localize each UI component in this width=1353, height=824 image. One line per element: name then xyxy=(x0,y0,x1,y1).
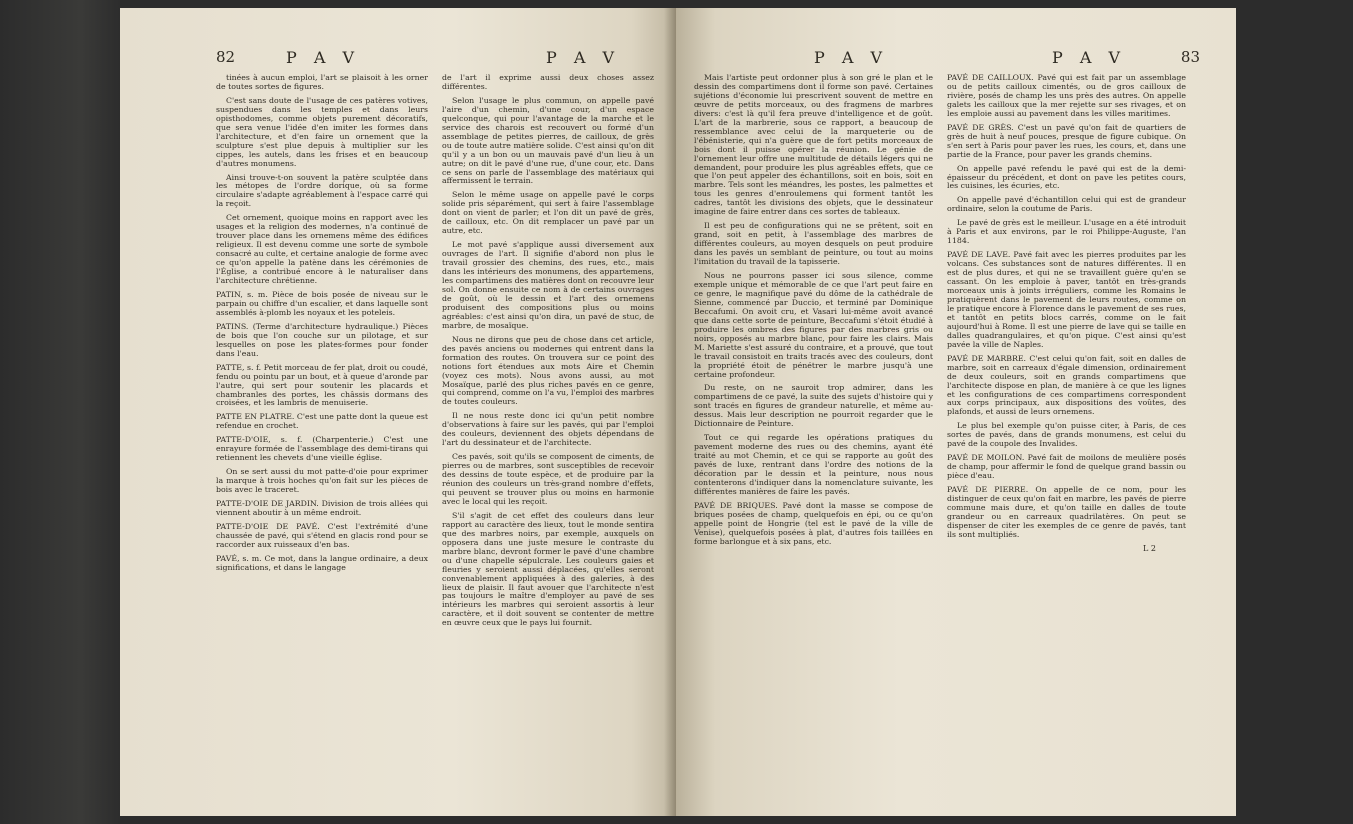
right-running-head: P A V xyxy=(1052,48,1127,67)
right-page xyxy=(676,8,1236,816)
dictionary-entry: PAVÉ DE BRIQUES. Pavé dont la masse se compose de briques posées de champ, quelquefois en épi, ou ce qu'on appelle point de Hongrie (tel est le pavé de la ville de Venise), quelquefois posées à plat, d'autres fois taillées en forme barlongue et à six pans, etc. xyxy=(694,500,933,546)
dictionary-entry: PAVÉ DE PIERRE. On appelle de ce nom, pour les distinguer de ceux qu'on fait en marbre, les pavés de pierre commune mais dure, et qu'on taille en dalles de toute grandeur ou en carreaux quadrilatères. On peut se dispenser de citer les exemples de ce genre de pavés, tant ils sont multipliés. xyxy=(947,485,1186,539)
dictionary-entry: PAVÉ DE MARBRE. C'est celui qu'on fait, soit en dalles de marbre, soit en carreaux d'égale dimension, ordinairement de deux couleurs, soit en grands compartimens que l'architecte dispose en plan, de manière à ce que les lignes et les configurations de ces compartimens correspondent aux corps principaux, aux dispositions des voûtes, des plafonds, et aussi de leurs ornemens. xyxy=(947,353,1186,417)
left-page xyxy=(120,8,676,816)
paragraph: Ainsi trouve-t-on souvent la patère sculptée dans les métopes de l'ordre dorique, où sa forme circulaire s'adapte agréablement à l'espace carré qui la reçoit. xyxy=(216,172,428,209)
paragraph: S'il s'agit de cet effet des couleurs dans leur rapport au caractère des lieux, tout le monde sentira que des marbres noirs, par exemple, auxquels on opposera dans une juste mesure le contraste du marbre blanc, devront former le pavé d'une chambre ou d'une chapelle sépulcrale. Les couleurs gaies et fleuries y seroient aussi déplacées, qu'elles seront convenablement appliquées à des galeries, à des lieux de plaisir. Il faut avouer que l'architecte n'est pas toujours le maître d'employer au pavé de ses intérieurs les marbres qui seroient assortis à leur caractère, et il doit souvent se contenter de mettre en œuvre ceux que le pays lui fournit. xyxy=(442,510,654,628)
signature-mark: L 2 xyxy=(1143,543,1156,553)
dictionary-entry: PATINS. (Terme d'architecture hydraulique.) Pièces de bois que l'on couche sur un pilotage, et sur lesquelles on pose les plates-formes pour fonder dans l'eau. xyxy=(216,321,428,358)
dictionary-entry: PATIN, s. m. Pièce de bois posée de niveau sur le parpain ou chiffre d'un escalier, et dans laquelle sont assemblés à-plomb les noyaux et les poteleis. xyxy=(216,289,428,317)
left-column-2 xyxy=(442,74,654,633)
right-column-1 xyxy=(694,74,933,554)
paragraph: Mais l'artiste peut ordonner plus à son gré le plan et le dessin des compartimens dont il forme son pavé. Certaines sujétions d'économie lui prescrivent souvent de mettre en œuvre de petits morceaux, ou des fragmens de marbres divers: c'est là qu'il fera preuve d'intelligence et de goût. L'art de la marbrerie, sous ce rapport, a beaucoup de ressemblance avec celui de la marqueterie ou de l'ébénisterie, qui n'a guère que de fort petits morceaux de bois dont il puisse opérer la réunion. Le génie de l'ornement leur offre une multitude de détails légers qui ne demandent, pour produire les plus agréables effets, que ce que l'on peut appeler des échantillons, soit en bois, soit en marbre. Tels sont les méandres, les postes, les palmettes et tous les genres d'enroulemens qui forment tantôt les cadres, tantôt les divisions des objets, que le dessinateur imagine de faire entrer dans ces sortes de tableaux. xyxy=(694,73,933,217)
paragraph: Le plus bel exemple qu'on puisse citer, à Paris, de ces sortes de pavés, dans de grands monumens, est celui du pavé de la coupole des Invalides. xyxy=(947,421,1186,449)
dictionary-entry: PAVÉ DE CAILLOUX. Pavé qui est fait par un assemblage ou de petits cailloux cimentés, ou de gros cailloux de rivière, posés de champ les uns près des autres. On appelle galets les cailloux que la mer rejette sur ses rivages, et on les emploie aussi au pavement dans les villes maritimes. xyxy=(947,73,1186,118)
right-page-number: 83 xyxy=(1180,48,1200,66)
dictionary-entry: PAVÉ DE LAVE. Pavé fait avec les pierres produites par les volcans. Ces substances sont de natures différentes. Il en est de plus dures, et qui ne se travaillent guère qu'en se cassant. On les emploie à paver, tantôt en très-grands morceaux unis à joints irréguliers, comme les Romains le pratiquèrent dans le pavement de leurs routes, comme on le pratique encore à Florence dans le pavement de ses rues, et tantôt en petits blocs carrés, comme on le fait aujourd'hui à Rome. Il est une pierre de lave qui se taille en dalles quadrangulaires, et qu'on pique. C'est ainsi qu'est pavée la ville de Naples. xyxy=(947,250,1186,349)
left-running-head-center: P A V xyxy=(546,48,621,67)
paragraph: C'est sans doute de l'usage de ces patères votives, suspendues dans les temples et dans leurs opisthodomes, comme objets purement décoratifs, que sera venue l'idée d'en imiter les formes dans l'architecture, et d'en faire un ornement que la sculpture s'est plue depuis à multiplier sur les cippes, les autels, dans les frises et en beaucoup d'autres monumens. xyxy=(216,95,428,168)
dictionary-entry: PAVÉ DE MOILON. Pavé fait de moilons de meulière posés de champ, pour affermir le fond de quelque grand bassin ou pièce d'eau. xyxy=(947,453,1186,481)
paragraph: Il ne nous reste donc ici qu'un petit nombre d'observations à faire sur les pavés, qui par l'emploi des couleurs, deviennent des objets dépendans de l'art du dessinateur et de l'architecte. xyxy=(442,411,654,448)
right-page-header xyxy=(694,48,1200,70)
paragraph: On appelle pavé d'échantillon celui qui est de grandeur ordinaire, selon la coutume de Paris. xyxy=(947,195,1186,214)
left-columns xyxy=(216,74,658,633)
paragraph: On appelle pavé refendu le pavé qui est de la demi-épaisseur du précédent, et dont on pave les petites cours, les cuisines, les écuries, etc. xyxy=(947,163,1186,191)
paragraph: Nous ne pourrons passer ici sous silence, comme exemple unique et mémorable de ce que l'art peut faire en ce genre, le magnifique pavé du dôme de la cathédrale de Sienne, commencé par Duccio, et terminé par Dominique Beccafumi. On avoit cru, et Vasari lui-même avoit avancé que dans cette sorte de peinture, Beccafumi s'étoit étudié à produire les ombres des figures par des marbres gris ou noirs, opposés au marbre blanc, pour faire les clairs. Mais M. Mariette s'est assuré du contraire, et a prouvé, que tout le travail consistoit en traits tracés avec des couleurs, dont la propriété étoit de pénétrer le marbre jusqu'à une certaine profondeur. xyxy=(694,271,933,379)
right-column-2 xyxy=(947,74,1186,554)
left-page-number: 82 xyxy=(216,48,236,66)
paragraph: Nous ne dirons que peu de chose dans cet article, des pavés anciens ou modernes qui entrent dans la formation des routes. On trouvera sur ce point des notions fort étendues aux mots Aire et Chemin (voyez ces mots). Nous avons aussi, au mot Mosaïque, parlé des plus riches pavés en ce genre, qui comprend, comme on l'a vu, l'emploi des marbres de toutes couleurs. xyxy=(442,334,655,407)
dictionary-entry: PATTE, s. f. Petit morceau de fer plat, droit ou coudé, fendu ou pointu par un bout, et à queue d'aronde par l'autre, qui sert pour soutenir les placards et chambranles des portes, les châssis dormans des croisées, et les lambris de menuiserie. xyxy=(216,362,428,408)
right-columns xyxy=(694,74,1200,554)
dictionary-entry: PAVÉ DE GRÈS. C'est un pavé qu'on fait de quartiers de grès de huit à neuf pouces, presque de figure cubique. On s'en sert à Paris pour paver les rues, les cours, et, dans une partie de la France, pour paver les grands chemins. xyxy=(947,122,1186,159)
dictionary-entry: PATTE-D'OIE, s. f. (Charpenterie.) C'est une enrayure formée de l'assemblage des demi-tirans qui retiennent les chevets d'une vieille église. xyxy=(216,435,428,463)
paragraph: Cet ornement, quoique moins en rapport avec les usages et la religion des modernes, n'a continué de trouver place dans les ornemens même des édifices religieux. Il est devenu comme une sorte de symbole consacré au culte, et certaine analogie de forme avec ce qu'on appelle la patène dans les cérémonies de l'Église, a contribué encore à le naturaliser dans l'architecture chrétienne. xyxy=(216,213,428,286)
left-page-header xyxy=(216,48,658,70)
left-column-1 xyxy=(216,74,428,633)
paragraph: Du reste, on ne sauroit trop admirer, dans les compartimens de ce pavé, la suite des sujets d'histoire qui y sont tracés en figures de grandeur naturelle, et même au-dessus. Mais leur description ne pourroit regarder que le Dictionnaire de Peinture. xyxy=(694,383,933,429)
paragraph: Selon l'usage le plus commun, on appelle pavé l'aire d'un chemin, d'une cour, d'un espace quelconque, qui pour l'avantage de la marche et le service des charois est recouvert ou formé d'un assemblage de petites pierres, de cailloux, de grès ou de toute autre matière solide. C'est ainsi qu'on dit qu'il y a un bon ou un mauvais pavé d'un lieu à un autre; on dit le pavé d'une rue, d'une cour, etc. Dans ce sens on parle de l'assemblage des matériaux qui affermissent le terrain. xyxy=(442,95,654,186)
paragraph: Tout ce qui regarde les opérations pratiques du pavement moderne des rues ou des chemins, ayant été traité au mot Chemin, et ce qui se rapporte au goût des pavés de luxe, rentrant dans l'ordre des notions de la décoration par le dessin et la peinture, nous nous contenterons d'indiquer dans la nomenclature suivante, les différentes manières de faire les pavés. xyxy=(694,433,933,496)
right-running-head-center: P A V xyxy=(814,48,889,67)
paragraph: Le pavé de grès est le meilleur. L'usage en a été introduit à Paris et aux environs, par le roi Philippe-Auguste, l'an 1184. xyxy=(947,218,1186,246)
paragraph: On se sert aussi du mot patte-d'oie pour exprimer la marque à trois hoches qu'on fait sur les pièces de bois avec le traceret. xyxy=(216,467,428,495)
paragraph: de l'art il exprime aussi deux choses assez différentes. xyxy=(442,73,654,91)
dictionary-entry: PATTE-D'OIE DE JARDIN. Division de trois allées qui viennent aboutir à un même endroit. xyxy=(216,499,428,517)
dictionary-entry: PAVÉ, s. m. Ce mot, dans la langue ordinaire, a deux significations, et dans le langage xyxy=(216,553,428,572)
dictionary-entry: PATTE EN PLATRE. C'est une patte dont la queue est refendue en crochet. xyxy=(216,412,428,431)
paragraph: Le mot pavé s'applique aussi diversement aux ouvrages de l'art. Il signifie d'abord non plus le travail grossier des chemins, des rues, etc., mais dans les intérieurs des monumens, des appartemens, les compartimens des matières dont on recouvre leur sol. On donne ensuite ce nom à de certains ouvrages de goût, où le dessin et l'art des ornemens produisent des compositions plus ou moins agréables: c'est ainsi qu'on dira, un pavé de stuc, de marbre, de mosaïque. xyxy=(442,240,654,330)
paragraph: Ces pavés, soit qu'ils se composent de ciments, de pierres ou de marbres, sont susceptibles de recevoir des dessins de toute espèce, et de produire par la réunion des couleurs un très-grand nombre d'effets, qui peuvent se trouver plus ou moins en harmonie avec le local qui les reçoit. xyxy=(442,452,654,506)
paragraph: Il est peu de configurations qui ne se prêtent, soit en grand, soit en petit, à l'assemblage des marbres de différentes couleurs, au moyen desquels on peut produire dans les pavés un semblant de peinture, ou tout au moins l'imitation du travail de la tapisserie. xyxy=(694,221,933,267)
paragraph: Selon le même usage on appelle pavé le corps solide pris séparément, qui sert à faire l'assemblage dont on vient de parler; et l'on dit un pavé de grès, de cailloux, etc. On dit remplacer un pavé par un autre, etc. xyxy=(442,190,654,236)
paragraph: tinées à aucun emploi, l'art se plaisoit à les orner de toutes sortes de figures. xyxy=(216,73,428,91)
dictionary-entry: PATTE-D'OIE DE PAVÉ. C'est l'extrémité d'une chaussée de pavé, qui s'étend en glacis rond pour se raccorder aux ruisseaux d'en bas. xyxy=(216,521,428,549)
left-running-head: P A V xyxy=(286,48,361,67)
